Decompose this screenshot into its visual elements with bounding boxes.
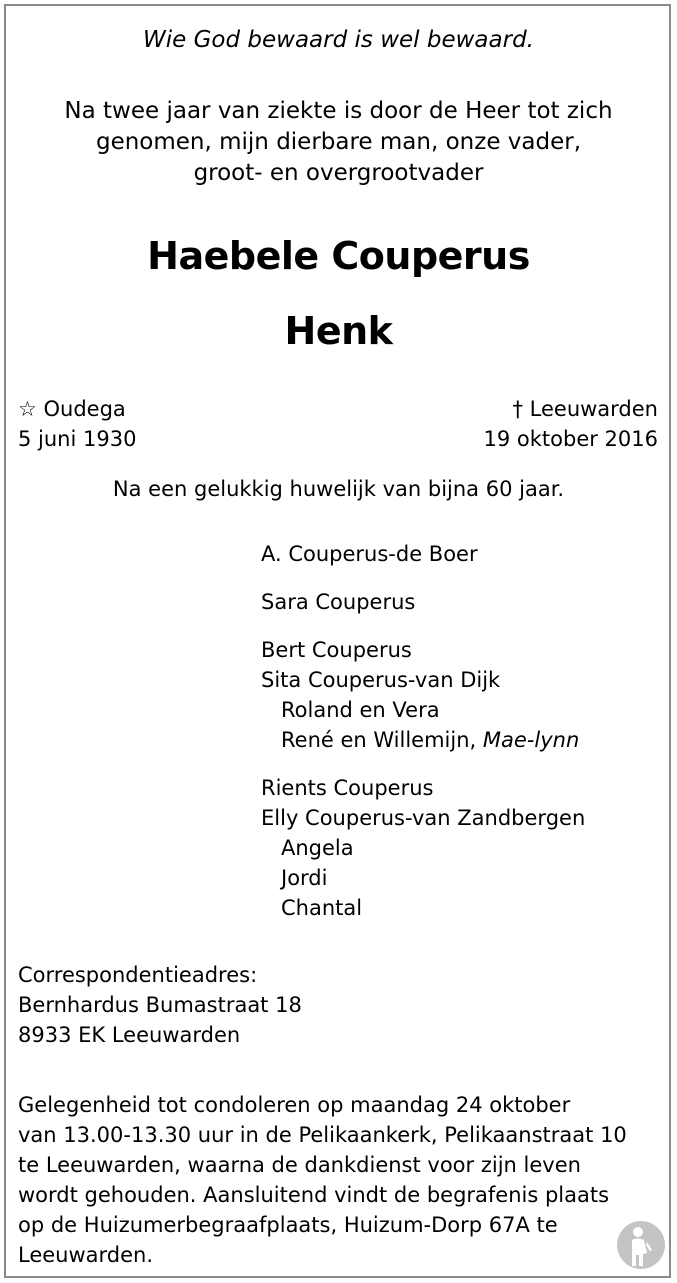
child-name: Bert Couperus: [261, 638, 412, 662]
condolence-line: te Leeuwarden, waarna de dankdienst voor zijn leven: [18, 1153, 581, 1177]
family-list: [261, 539, 585, 941]
death-date: 19 oktober 2016: [483, 427, 658, 451]
deceased-name: Haebele Couperus: [147, 234, 530, 278]
intro-text: [0, 96, 677, 189]
condolence-line: Leeuwarden.: [18, 1243, 154, 1267]
intro-line: groot- en overgrootvader: [193, 160, 484, 186]
condolence-line: Gelegenheid tot condoleren op maandag 24 oktober: [18, 1093, 571, 1117]
condolence-line: van 13.00-13.30 uur in de Pelikaankerk, Pelikaanstraat 10: [18, 1123, 627, 1147]
correspondence-address: [18, 960, 302, 1050]
birth-date: 5 juni 1930: [18, 427, 137, 451]
intro-line: genomen, mijn dierbare man, onze vader,: [95, 129, 582, 155]
great-grandchild-name: Mae-lynn: [482, 728, 580, 752]
grandchild-name: Angela: [281, 836, 354, 860]
family-group: [261, 587, 585, 617]
death-info: [484, 394, 659, 454]
deceased-nickname: Henk: [284, 309, 393, 353]
condolence-line: wordt gehouden. Aansluitend vindt de begrafenis plaats: [18, 1183, 610, 1207]
child-name: Rients Couperus: [261, 776, 434, 800]
correspondence-label: Correspondentieadres:: [18, 963, 258, 987]
child-name: Sara Couperus: [261, 590, 416, 614]
grandchild-line: [261, 725, 585, 755]
partner-name: Elly Couperus-van Zandbergen: [261, 806, 586, 830]
death-place: † Leeuwarden: [512, 397, 658, 421]
grandchild-name: René en Willemijn,: [281, 728, 483, 752]
partner-name: Sita Couperus-van Dijk: [261, 668, 501, 692]
grandchild-name: Jordi: [281, 866, 328, 890]
spouse-name: A. Couperus-de Boer: [261, 542, 478, 566]
birth-info: [18, 394, 136, 454]
correspondence-street: Bernhardus Bumastraat 18: [18, 993, 302, 1017]
condolence-line: op de Huizumerbegraafplaats, Huizum-Dorp 67A te: [18, 1213, 558, 1237]
correspondence-city: 8933 EK Leeuwarden: [18, 1023, 241, 1047]
family-group: [261, 539, 585, 569]
birth-place: ☆ Oudega: [18, 397, 126, 421]
marriage-note: Na een gelukkig huwelijk van bijna 60 jaar.: [112, 477, 565, 501]
grandchild-name: Chantal: [281, 896, 363, 920]
grandchild-name: Roland en Vera: [281, 698, 440, 722]
motto: Wie God bewaard is wel bewaard.: [143, 27, 534, 53]
condolence-info: [18, 1090, 627, 1270]
person-silhouette-logo-icon: [616, 1220, 666, 1270]
family-group: [261, 773, 585, 923]
intro-line: Na twee jaar van ziekte is door de Heer tot zich: [64, 98, 613, 124]
family-group: [261, 635, 585, 755]
